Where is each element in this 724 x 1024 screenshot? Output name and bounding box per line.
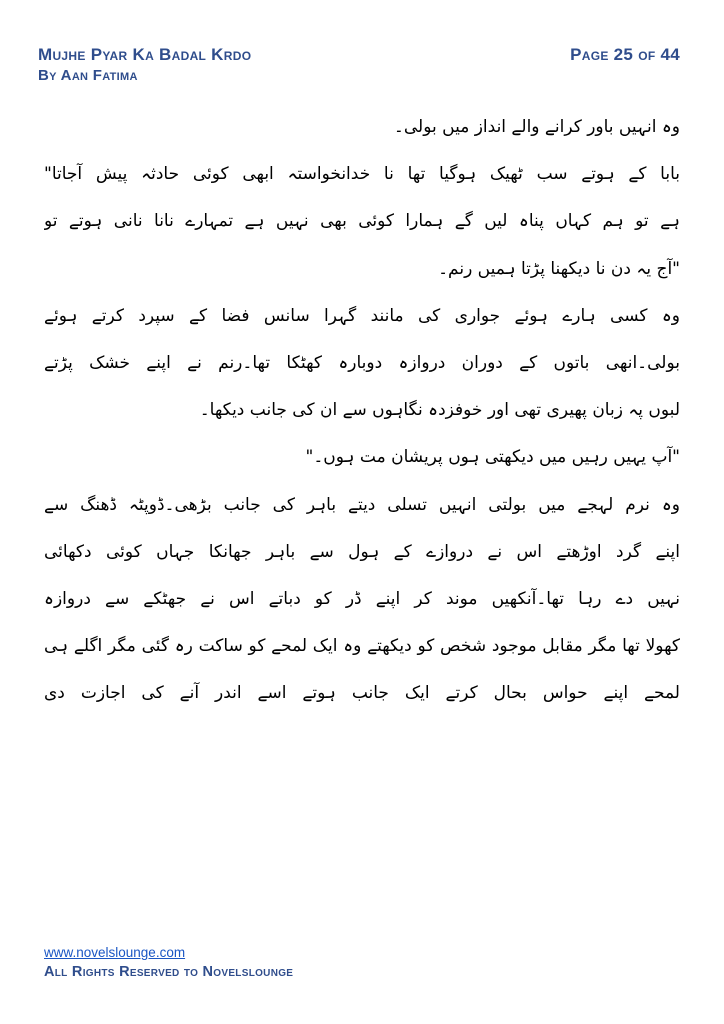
story-line: بابا کے ہوتے سب ٹھیک ہوگیا تھا نا خدانخواستہ ابھی کوئی حادثہ پیش آجاتا" — [44, 164, 680, 185]
story-line: "آپ یہیں رہیں میں دیکھتی ہوں پریشان مت ہوں۔" — [305, 447, 680, 468]
website-link[interactable]: www.novelslounge.com — [44, 945, 186, 960]
novel-title: Mujhe Pyar Ka Badal Krdo — [38, 45, 252, 64]
story-line: وہ نرم لہجے میں بولتی انہیں تسلی دیتے باہر کی جانب بڑھی۔ڈوپٹہ ڈھنگ سے — [44, 494, 680, 515]
page-number: Page 25 of 44 — [570, 45, 680, 64]
story-line: لمحے اپنے حواس بحال کرتے ایک جانب ہوتے اسے اندر آنے کی اجازت دی — [44, 683, 680, 704]
story-line: بولی۔انھی باتوں کے دوران دروازہ دوبارہ کھٹکا تھا۔رنم نے اپنے خشک پڑتے — [44, 352, 680, 373]
story-line: لبوں پہ زبان پھیری تھی اور خوفزدہ نگاہوں سے ان کی جانب دیکھا۔ — [199, 400, 680, 421]
story-line: نہیں دے رہا تھا۔آنکھیں موند کر اپنے ڈر کو دباتے اس نے جھٹکے سے دروازہ — [44, 588, 680, 609]
story-line: ہے تو ہم کہاں پناہ لیں گے ہمارا کوئی بھی نہیں ہے تمہارے نانا نانی ہوتے تو — [44, 211, 680, 232]
story-line: وہ کسی ہارے ہوئے جواری کی مانند گہرا سانس فضا کے سپرد کرتے ہوئے — [44, 305, 680, 326]
story-body — [44, 104, 680, 717]
story-line: "آج یہ دن نا دیکھنا پڑتا ہمیں رنم۔ — [438, 258, 680, 279]
rights-notice: All Rights Reserved to Novelslounge — [44, 964, 294, 980]
story-line: وہ انہیں باور کرانے والے انداز میں بولی۔ — [393, 117, 680, 137]
story-line: اپنے گرد اوڑھتے اس نے دروازے کے ہول سے باہر جھانکا جہاں کوئی دکھائی — [44, 541, 680, 562]
author-name: By Aan Fatima — [38, 67, 138, 84]
story-line: کھولا تھا مگر مقابل موجود شخص کو دیکھتے وہ ایک لمحے کو ساکت رہ گئی مگر اگلے ہی — [44, 636, 680, 657]
